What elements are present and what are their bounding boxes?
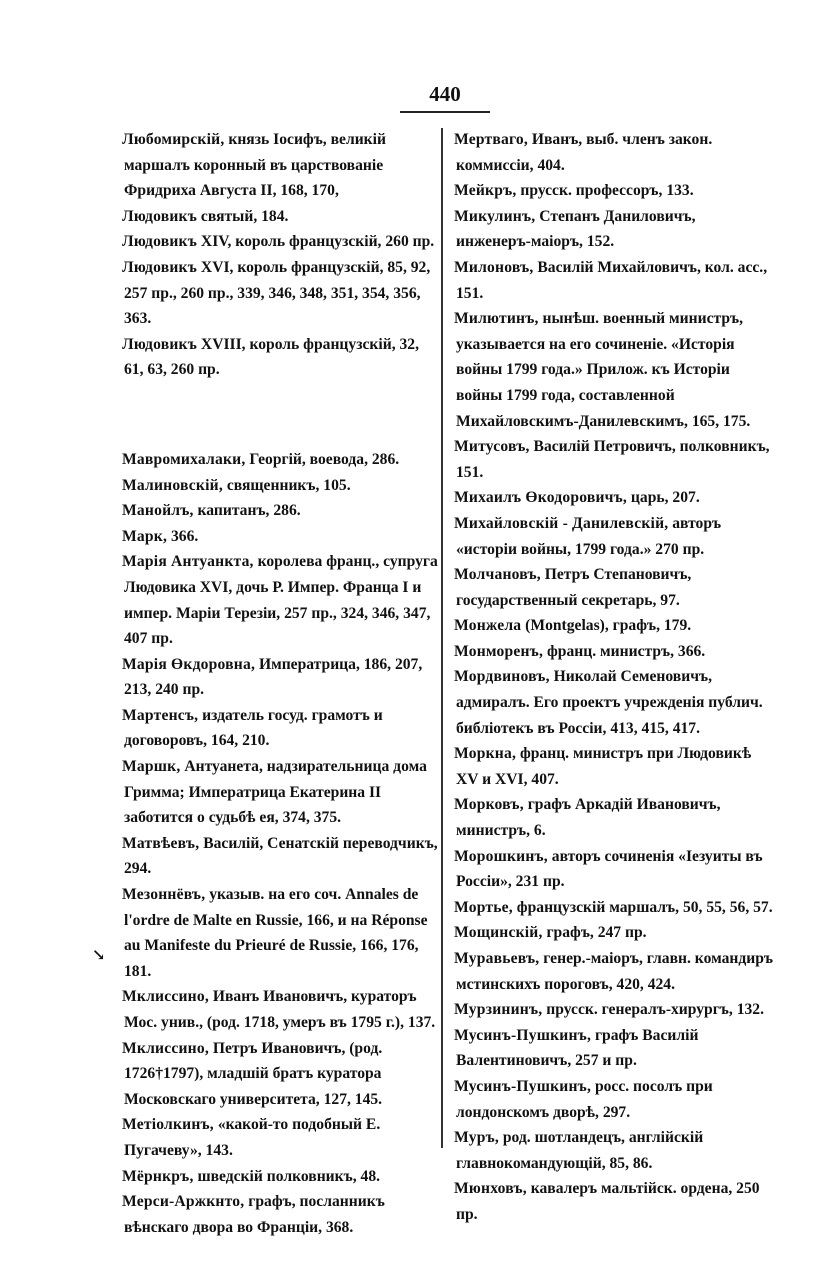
entry-headword: Мёрнкръ, — [122, 1167, 194, 1185]
entry-headword: Любомирскій, — [122, 131, 225, 148]
index-entry — [456, 434, 774, 485]
entry-text: (Montgelas), графъ, 179. — [521, 617, 692, 635]
entry-text: генер.-маіоръ, главн. командиръ мстинскихъ пороговъ, 420, 424. — [456, 950, 774, 993]
entry-headword: Монжела — [454, 617, 522, 635]
index-entry — [456, 741, 774, 792]
index-entry — [124, 204, 442, 230]
entry-headword: Марія Антуанкта, — [122, 553, 254, 571]
entry-text: Георгій, воевода, 286. — [245, 450, 400, 468]
entry-headword: Людовикъ — [122, 233, 198, 251]
entry-headword: Мклиссино, — [122, 988, 209, 1006]
index-entry — [456, 485, 774, 511]
entry-headword: Мартенсъ, — [122, 706, 199, 724]
index-entry — [456, 306, 774, 434]
index-entry — [456, 255, 774, 306]
entry-text: Иванъ, выб. членъ закон. коммиссіи, 404. — [456, 131, 713, 174]
index-entry — [456, 946, 774, 997]
entry-headword: Молчановъ, — [454, 566, 541, 584]
entry-headword: Маршк, — [122, 758, 181, 776]
index-entry — [124, 127, 442, 204]
index-entry — [456, 178, 774, 204]
section-gap — [124, 383, 442, 447]
entry-headword: Милоновъ, — [454, 258, 534, 276]
entry-text: шведскій полковникъ, 48. — [193, 1167, 381, 1185]
index-entry — [456, 792, 774, 843]
entry-text: «какой-то подобный Е. Пугачеву», 143. — [124, 1116, 381, 1159]
index-entry — [456, 613, 774, 639]
index-entry — [456, 997, 774, 1023]
entry-headword: Морошкинъ, — [454, 847, 548, 865]
entry-text: прусск. профессоръ, 133. — [516, 182, 694, 200]
page-number-rule — [400, 111, 490, 113]
index-entry — [456, 1125, 774, 1176]
index-entry — [124, 754, 442, 831]
index-entry — [124, 652, 442, 703]
entry-text: Василій Михайловичъ, кол. асс., 151. — [456, 258, 768, 302]
index-column-left — [124, 127, 442, 1240]
index-entry — [124, 1189, 442, 1240]
entry-headword: Людовикъ — [122, 335, 198, 353]
entry-text: кавалеръ мальтійск. ордена, 250 пр. — [456, 1180, 760, 1223]
index-entry — [124, 447, 442, 473]
entry-headword: Моркна, — [454, 745, 517, 763]
entry-text: росс. посолъ при лондонскомъ дворѣ, 297. — [456, 1077, 713, 1121]
index-entry — [124, 831, 442, 882]
entry-text: французскій маршалъ, 50, 55, 56, 57. — [512, 898, 773, 916]
index-entry — [124, 332, 442, 383]
index-entry — [124, 473, 442, 499]
entry-headword: Матвѣевъ, — [122, 834, 200, 852]
entry-text: капитанъ, 286. — [193, 502, 301, 520]
index-entry — [456, 1074, 774, 1125]
entry-text: священникъ, 105. — [222, 476, 351, 494]
entry-text: Николай Семеновичъ, адмиралъ. Его проектъ учрежденія публич. библіотекъ въ Россіи, 413, 415, 417. — [456, 668, 763, 737]
entry-headword: Муравьевъ, — [454, 950, 540, 967]
index-entry — [124, 984, 442, 1035]
index-entry — [124, 1164, 442, 1190]
entry-text: Петръ Ивановичъ, (род. 1726†1797), младшій братъ куратора Московскаго университета, 127, 145. — [124, 1039, 383, 1108]
index-entry — [124, 498, 442, 524]
index-entry — [124, 255, 442, 332]
entry-text: Василій Петровичъ, полковникъ, 151. — [456, 438, 770, 481]
entry-headword: Метіолкинъ, — [122, 1116, 214, 1134]
entry-headword: Мордвиновъ, — [454, 668, 550, 686]
entry-text: святый, 184. — [197, 207, 289, 225]
entry-headword: Мурзининъ, — [454, 1001, 543, 1019]
entry-text: князь Іосифъ, великій маршалъ коронный въ царствованіе Фридриха Августа II, 168, 170, — [124, 131, 386, 200]
entry-headword: Людовикъ — [122, 207, 198, 225]
entry-headword: Мюнховъ, — [454, 1180, 527, 1198]
entry-headword: Муръ, — [454, 1129, 499, 1147]
entry-headword: Митусовъ, — [454, 438, 530, 456]
index-entry — [456, 204, 774, 255]
index-entry — [456, 920, 774, 946]
index-entry — [124, 703, 442, 754]
entry-headword: Мусинъ-Пушкинъ, — [454, 1077, 592, 1095]
entry-text: род. шотландецъ, англійскій главнокомандующій, 85, 86. — [456, 1129, 704, 1172]
entry-headword: Милютинъ, — [454, 310, 539, 328]
index-entry — [456, 1023, 774, 1074]
entry-text: XVIII, король французскій, 32, 61, 63, 260 пр. — [124, 335, 419, 379]
index-entry — [456, 1176, 774, 1227]
index-entry — [124, 1036, 442, 1113]
entry-text: царь, 207. — [627, 489, 700, 507]
entry-headword: Мклиссино, — [122, 1039, 209, 1057]
entry-text: Императрица, 186, 207, 213, 240 пр. — [124, 655, 423, 699]
entry-text: Василій, Сенатскій переводчикъ, 294. — [124, 834, 438, 878]
index-entry — [124, 1112, 442, 1163]
entry-text: Антуанета, надзирательница дома Гримма; Императрица Екатерина II заботится о судьбѣ ея, 374, 375. — [124, 758, 427, 827]
entry-headword: Мерси-Аржкнто, — [122, 1193, 245, 1211]
entry-headword: Микулинъ, — [454, 207, 536, 225]
entry-headword: Мертваго, — [454, 131, 528, 148]
entry-text: XIV, король французскій, 260 пр. — [197, 233, 435, 251]
entry-text: указыв. на его соч. Annales de l'ordre de Malte en Russie, 166, и на Réponse au Manifeste du Prieuré de Russie, 166, 176, 181. — [124, 886, 428, 980]
index-entry — [456, 511, 774, 562]
index-entry — [456, 664, 774, 741]
entry-text: авторъ сочиненія «Іезуиты въ Россіи», 231 пр. — [456, 847, 763, 891]
index-entry — [456, 639, 774, 665]
index-entry — [124, 524, 442, 550]
entry-text: графъ, 247 пр. — [542, 924, 647, 942]
entry-text: 366. — [167, 527, 199, 545]
entry-headword: Людовикъ — [122, 258, 198, 276]
entry-headword: Мощинскій, — [454, 924, 543, 942]
entry-headword: Мортье, — [454, 898, 513, 916]
index-entry — [124, 549, 442, 651]
entry-text: графъ Василій Валентиновичъ, 257 и пр. — [456, 1026, 699, 1070]
entry-text: графъ, посланникъ вѣнскаго двора во Франціи, 368. — [124, 1193, 385, 1236]
index-entry — [456, 895, 774, 921]
entry-text: франц. министръ при Людовикѣ XV и XVI, 407. — [456, 745, 752, 788]
index-entry — [124, 229, 442, 255]
entry-text: Степанъ Даниловичъ, инженеръ-маіоръ, 152. — [456, 207, 696, 251]
column-divider — [441, 128, 443, 1148]
entry-text: нынѣш. военный министръ, указывается на его сочиненіе. «Исторія войны 1799 года.» Прилож. къ Исторіи войны 1799 года, составленной Михайловскимъ-Данилевскимъ, 165, 175. — [456, 310, 751, 430]
entry-text: королева франц., супруга Людовика XVI, дочь Р. Импер. Франца I и импер. Маріи Терезіи, 257 пр., 324, 346, 347, 407 пр. — [124, 553, 438, 648]
index-column-right — [456, 127, 774, 1228]
entry-headword: Мейкръ, — [454, 182, 517, 200]
entry-headword: Мусинъ-Пушкинъ, — [454, 1026, 592, 1044]
entry-headword: Мезоннёвъ, — [122, 886, 206, 904]
entry-text: авторъ «исторіи войны, 1799 года.» 270 пр. — [456, 514, 722, 558]
entry-text: прусск. генералъ-хирургъ, 132. — [542, 1001, 764, 1019]
entry-headword: Марк, — [122, 527, 168, 545]
page-number: 440 — [429, 82, 461, 106]
index-entry — [124, 882, 442, 984]
stray-ink-mark: ↘ — [92, 947, 106, 964]
index-entry — [456, 562, 774, 613]
entry-headword: Марія Өкдоровна, — [122, 655, 256, 673]
entry-headword: Манойлъ, — [122, 502, 194, 520]
index-entry — [456, 127, 774, 178]
entry-headword: Мавромихалаки, — [122, 450, 246, 468]
entry-text: Петръ Степановичъ, государственный секретарь, 97. — [456, 566, 692, 609]
entry-text: XVI, король французскій, 85, 92, 257 пр., 260 пр., 339, 346, 348, 351, 354, 356, 363. — [124, 258, 431, 328]
entry-headword: Михайловскій - Данилевскій, — [454, 514, 669, 532]
entry-text: Иванъ Ивановичъ, кураторъ Мос. унив., (род. 1718, умеръ въ 1795 г.), 137. — [124, 988, 436, 1031]
entry-text: издатель госуд. грамотъ и договоровъ, 164, 210. — [124, 706, 383, 750]
entry-headword: Монморенъ, — [454, 642, 544, 660]
entry-text: графъ Аркадій Ивановичъ, министръ, 6. — [456, 796, 721, 840]
entry-headword: Морковъ, — [454, 796, 524, 814]
entry-headword: Малиновскій, — [122, 476, 223, 494]
entry-text: франц. министръ, 366. — [543, 642, 706, 660]
entry-headword: Михаилъ Өкодоровичъ, — [454, 489, 628, 507]
index-entry — [456, 844, 774, 895]
